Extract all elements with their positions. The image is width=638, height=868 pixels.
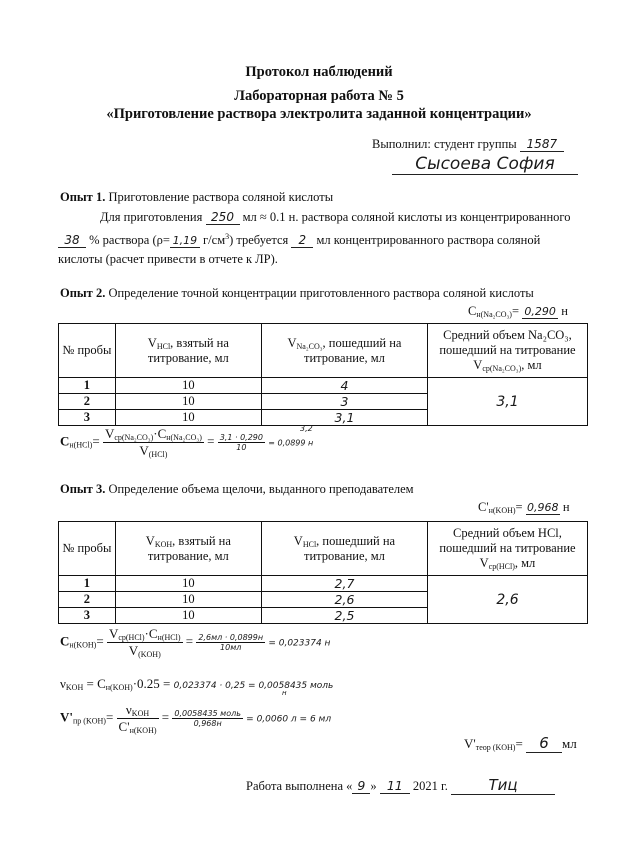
exp3-row2-w: 2,6 xyxy=(261,592,427,608)
exp3-row1-v: 10 xyxy=(115,576,261,592)
exp1-title: Приготовление раствора соляной кислоты xyxy=(108,190,334,204)
exp2-formula-fraction: $\frac{V_{ср(Na_2CO_3)}\cdot C_{н(Na_2CO_3)}}{V_{(HCl)}}$ xyxy=(104,426,202,459)
exp3-formula-volume-fraction: $\frac{\nu_{KOH}}{C'_{н(KOH)}}$ xyxy=(118,702,157,735)
exp2-calc-fraction: $\frac{3,1 \cdot 0,290}{10}$ xyxy=(219,433,263,452)
exp1-text-a: Для приготовления xyxy=(100,210,203,224)
exp3-table xyxy=(58,521,588,624)
exp3-title: Определение объема щелочи, выданного преподавателем xyxy=(108,482,414,496)
exp3-concentration: $C'_{н(KOH)}= 0,968$ н xyxy=(478,500,570,515)
signature: Тиц xyxy=(451,776,555,795)
exp3-col-volume-hcl: $V_{HCl}$, пошедший на титрование, мл xyxy=(261,522,427,576)
exp3-conc-unit: н xyxy=(562,500,570,514)
exp2-row3-w: 3,1 xyxy=(261,410,427,426)
exp1-text-d: г/см xyxy=(203,233,226,247)
exp2-row3-n: 3 xyxy=(59,410,116,426)
exp2-table xyxy=(58,323,588,426)
exp3-col-volume-koh: $V_{KOH}$, взятый на титрование, мл xyxy=(115,522,261,576)
student-name: Сысоева София xyxy=(392,154,578,175)
exp3-conc-result: = 0,023374 н xyxy=(268,638,331,649)
exp2-col-average: Средний объем Na₂CO₃, пошедший на титрование $V_{ср(Na_2CO_3)}$, мл xyxy=(427,324,587,378)
exp2-conc-sub: н(Na₂CO₃) xyxy=(476,310,512,319)
exp3-formula-conc-fraction: $\frac{V_{ср(HCl)}\cdot C_{н(HCl)}}{V_{(KOH)}}$ xyxy=(108,626,181,659)
exp3-col-average: Средний объем HCl, пошедший на титрование $V_{ср(HCl)}$, мл xyxy=(427,522,587,576)
exp3-heading xyxy=(60,482,414,497)
exp3-row1-n: 1 xyxy=(59,576,116,592)
lab-subject: «Приготовление раствора электролита заданной концентрации» xyxy=(106,106,532,122)
exp1-text-b: мл ≈ 0.1 н. раствора соляной кислоты из концентрированного xyxy=(242,210,571,224)
exp2-formula: $C_{н(HCl)}=$ $\frac{V_{ср(Na_2CO_3)}\cdot C_{н(Na_2CO_3)}}{V_{(HCl)}}$ = $\frac{3,1 \cdot 0,290}{10}$ = 0,0899 н xyxy=(60,426,314,459)
theoretical-volume: $V'_{теор (KOH)}= 6$ мл xyxy=(464,734,577,752)
exp3-formula-volume: $V'_{пр (KOH)}=$ $\frac{\nu_{KOH}}{C'_{н(KOH)}}$ = $\frac{\text{0,0058435 моль}}{0,968н}$ = 0,0060 л = 6 мл xyxy=(60,702,332,735)
exp2-col-volume-na2co3: $V_{Na_2CO_3}$, пошедший на титрование, мл xyxy=(261,324,427,378)
exp3-row2-v: 10 xyxy=(115,592,261,608)
exp2-row2-v: 10 xyxy=(115,394,261,410)
exp3-conc-sub: н(KOH) xyxy=(488,506,516,515)
exp2-formula-lhs: C xyxy=(60,433,70,449)
exp3-table-header xyxy=(59,522,588,576)
exp2-col-volume-hcl: $V_{HCl}$, взятый на титрование, мл xyxy=(115,324,261,378)
exp2-calc-result: = 0,0899 н xyxy=(268,438,314,448)
exp3-row2-n: 2 xyxy=(59,592,116,608)
exp1-volume: 250 xyxy=(206,210,240,225)
exp3-label: Опыт 3. xyxy=(60,482,106,496)
exp3-row3-n: 3 xyxy=(59,608,116,624)
exp2-title: Определение точной концентрации приготовленного раствора соляной кислоты xyxy=(108,286,534,300)
exp1-line3: кислоты (расчет привести в отчете к ЛР). xyxy=(58,252,278,266)
exp2-conc-label: C xyxy=(468,304,477,318)
exp3-average: 2,6 xyxy=(427,576,587,624)
table-row xyxy=(59,378,588,394)
exp3-moles-calc: 0,023374 · 0,25 = 0,0058435 моль xyxy=(173,681,334,691)
exp2-conc-unit: н xyxy=(561,304,568,318)
exp1-heading xyxy=(60,190,333,205)
exp3-volume-calc: $\frac{\text{0,0058435 моль}}{0,968н}$ xyxy=(174,709,241,728)
exp3-formula-moles: $\nu_{KOH} = C_{н(KOH)}\cdot 0.25 = 0,023374 \cdot 0,25 = 0,0058435$ моль xyxy=(60,676,334,692)
exp1-text-f: мл концентрированного раствора соляной xyxy=(316,233,541,247)
exp2-row2-n: 2 xyxy=(59,394,116,410)
exp1-line1 xyxy=(100,210,570,225)
exp2-table-header xyxy=(59,324,588,378)
table-row xyxy=(59,576,588,592)
exp2-label: Опыт 2. xyxy=(60,286,106,300)
exp3-row3-v: 10 xyxy=(115,608,261,624)
exp3-volume-result: = 0,0060 л = 6 мл xyxy=(246,714,332,725)
exp3-conc-value: 0,968 xyxy=(526,501,559,514)
exp2-row1-n: 1 xyxy=(59,378,116,394)
completion-month: 11 xyxy=(380,778,410,794)
exp3-conc-calc: $\frac{2,6мл \cdot 0,0899н}{10мл}$ xyxy=(198,633,264,652)
exp2-calc-top: 3,2 xyxy=(300,424,313,433)
exp3-row1-w: 2,7 xyxy=(261,576,427,592)
exp2-heading xyxy=(60,286,534,301)
exp1-label: Опыт 1. xyxy=(60,190,106,204)
performer-label: Выполнил: студент группы xyxy=(372,137,517,151)
exp1-text-e: ) требуется xyxy=(229,233,289,247)
exp1-density: 1,19 xyxy=(170,234,200,248)
exp2-row2-w: 3 xyxy=(261,394,427,410)
exp2-col-number: № пробы xyxy=(59,324,116,378)
completion-label: Работа выполнена « xyxy=(246,779,353,793)
exp1-text-c: % раствора (ρ= xyxy=(89,233,170,247)
exp2-formula-lhs-sub: н(HCl) xyxy=(69,440,93,450)
completion-year: 2021 г. xyxy=(412,779,448,793)
exp2-row1-v: 10 xyxy=(115,378,261,394)
exp1-line2: 38 % раствора (ρ= 1,19 $г/см^3$) требуется 2 мл концентрированного раствора соляной xyxy=(58,232,540,248)
exp1-percent: 38 xyxy=(58,233,86,248)
exp3-formula-conc: $C_{н(KOH)}=$ $\frac{V_{ср(HCl)}\cdot C_{н(HCl)}}{V_{(KOH)}}$ = $\frac{2,6мл \cdot 0,0899н}{10мл}$ = 0,023374 н xyxy=(60,626,331,659)
theoretical-volume-value: 6 xyxy=(526,734,562,753)
exp2-conc-value: 0,290 xyxy=(522,305,558,319)
group-number: 1587 xyxy=(520,137,564,152)
performer-line xyxy=(372,137,564,152)
completion-day: 9 xyxy=(352,778,370,794)
exp3-conc-label: C' xyxy=(478,500,489,514)
exp1-required: 2 xyxy=(291,233,313,248)
lab-title: Лабораторная работа № 5 xyxy=(234,88,404,104)
exp3-col-number: № пробы xyxy=(59,522,116,576)
exp3-row3-w: 2,5 xyxy=(261,608,427,624)
page-title: Протокол наблюдений xyxy=(245,64,393,80)
exp3-moles-unit: н xyxy=(282,689,287,697)
completion-line: Работа выполнена « 9 » 11 2021 г. Тиц xyxy=(246,776,555,795)
exp2-concentration: $C_{н(Na_2CO_3)}= 0,290$ н xyxy=(468,304,568,319)
exp2-row3-v: 10 xyxy=(115,410,261,426)
exp2-row1-w: 4 xyxy=(261,378,427,394)
exp2-average: 3,1 xyxy=(427,378,587,426)
